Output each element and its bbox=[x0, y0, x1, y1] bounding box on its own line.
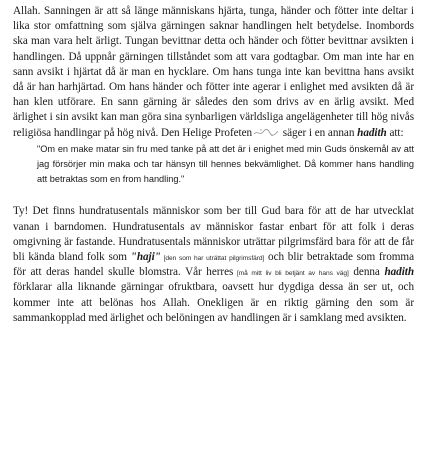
translation-note-1: [den som har uträttat pilgrimsfärd] bbox=[160, 255, 265, 263]
honorific-calligraphy-icon bbox=[253, 127, 279, 136]
hadith-term-2: hadith bbox=[384, 266, 414, 279]
hajj-term: "haji" bbox=[130, 251, 161, 264]
paragraph-1 bbox=[13, 4, 414, 141]
paragraph-2-part-3: denna bbox=[348, 266, 385, 279]
translation-note-2: [må mitt liv bli betjänt av hans väg] bbox=[233, 270, 349, 278]
paragraph-1-says: säger i en annan bbox=[280, 126, 358, 139]
hadith-quote: "Om en make matar sin fru med tanke på att det är i enighet med min Guds önskemål av att jag försörjer min maka och tar hänsyn till hennes bekvämlighet. Då kommer hans handling att betraktas som en from handling." bbox=[37, 143, 414, 185]
hadith-term: hadith bbox=[357, 126, 387, 139]
paragraph-1-text: Allah. Sanningen är att så länge människans hjärta, tunga, händer och fötter inte deltar i lika stor omfattning som själva gärningen saknar handlingen helt betydelse. Inombords ska man vara helt ärligt. Tungan bevittnar detta och händer och fötter bevittnar avsikten i handlingen. Då uppnår gärningen tillståndet som att vara godtagbar. Om man inte har en sann avsikt i hjärtat då är man en hycklare. Om hans tunga inte kan bevittna hans avsikt då är han harhjärtad. Om hans händer och fötter inte agerar i enlighet med avsikten då är han klen utförare. En sann gärning är således den som drivs av en ärlig avsikt. Med ärlighet i sin avsikt kan man göra sina synbarligen världsliga angelägenheter till hög nivås religiösa handlingar på hög nivå. Den Helige Profeten bbox=[13, 5, 414, 139]
paragraph-2-part-4: förklarar alla liknande gärningar ofruktbara, oavsett hur dygdiga dessa än ser ut, och kommer inte att belönas hos Allah. Onekligen är en riktig gärning den som är sammankopplad med ärlighet och belöningen av handlingen är i samklang med avsikten. bbox=[13, 281, 414, 324]
paragraph-2-part-1: Ty! Det finns hundratusentals människor som ber till Gud bara för att de har utvecklat vanan i barndomen. Hundratusentals av människor fastar enbart för att folk i deras omgivning är fastande. Hundratusentals människor uträttar pilgrimsfärd bara för att de får bli kända bland folk som bbox=[13, 205, 414, 264]
paragraph-2 bbox=[13, 204, 414, 326]
paragraph-2-part-2: och blir betraktade som fromma för att deras handel skulle blomstra. Vår herres bbox=[13, 251, 414, 279]
paragraph-1-end: att: bbox=[386, 126, 404, 139]
